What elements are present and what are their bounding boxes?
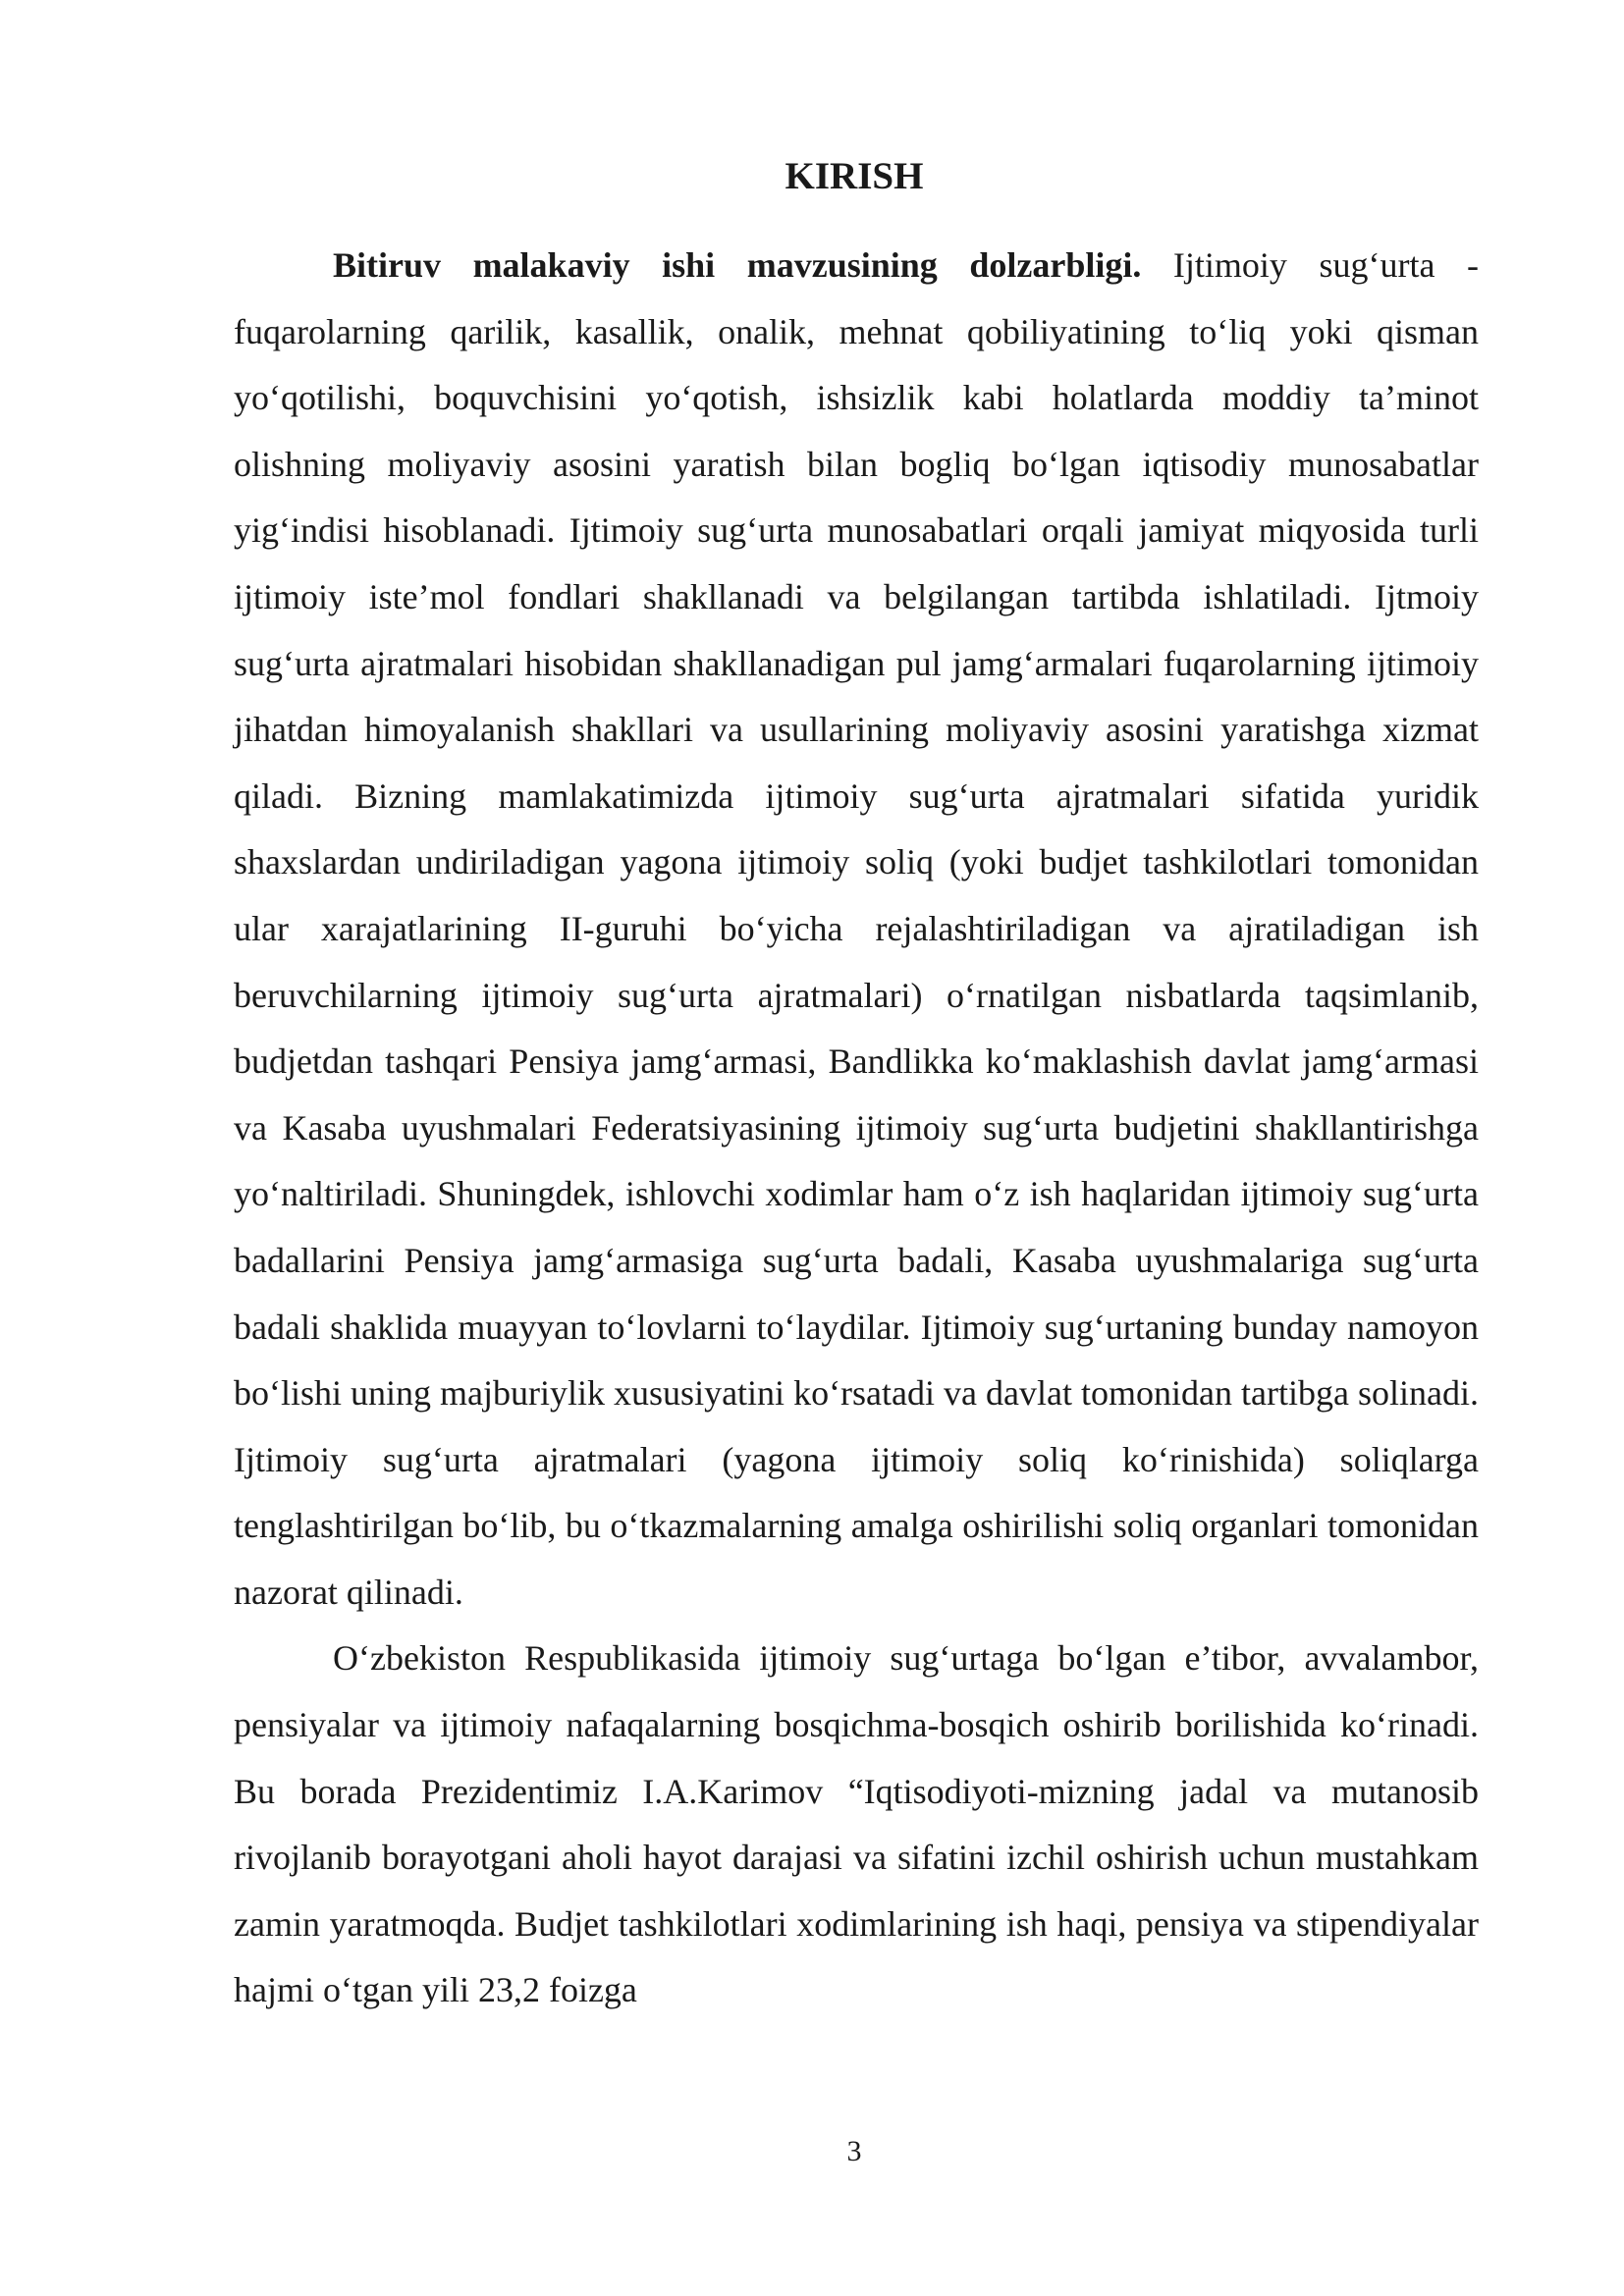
body-text (234, 233, 1479, 2024)
paragraph-relevance (234, 233, 1479, 1626)
section-title: KIRISH (785, 155, 924, 197)
paragraph-uzbekistan (234, 1626, 1479, 2024)
page-number: 3 (846, 2135, 862, 2167)
paragraph-body: Ijtimoiy sug‘urta - fuqarolarning qarilik, kasallik, onalik, mehnat qobiliyatining to‘liq yoki qisman yo‘qotilishi, boquvchisini yo‘qotish, ishsizlik kabi holatlarda moddiy ta’minot olishning moliyaviy asosini yaratish bilan bogliq bo‘lgan iqtisodiy munosabatlar yig‘indisi hisoblanadi. Ijtimoiy sug‘urta munosabatlari orqali jamiyat miqyosida turli ijtimoiy iste’mol fondlari shakllanadi va belgilangan tartibda ishlatiladi. Ijtmoiy sug‘urta ajratmalari hisobidan shakllanadigan pul jamg‘armalari fuqarolarning ijtimoiy jihatdan himoyalanish shakllari va usullarining moliyaviy asosini yaratishga xizmat qiladi. Bizning mamlakatimizda ijtimoiy sug‘urta ajratmalari sifatida yuridik shaxslardan undiriladigan yagona ijtimoiy soliq (yoki budjet tashkilotlari tomonidan ular xarajatlarining II-guruhi bo‘yicha rejalashtiriladigan va ajratiladigan ish beruvchilarning ijtimoiy sug‘urta ajratmalari) o‘rnatilgan nisbatlarda taqsimlanib, budjetdan tashqari Pensiya jamg‘armasi, Bandlikka ko‘maklashish davlat jamg‘armasi va Kasaba uyushmalari Federatsiyasining ijtimoiy sug‘urta budjetini shakllantirishga yo‘naltiriladi. Shuningdek, ishlovchi xodimlar ham o‘z ish haqlaridan ijtimoiy sug‘urta badallarini Pensiya jamg‘armasiga sug‘urta badali, Kasaba uyushmalariga sug‘urta badali shaklida muayyan to‘lovlarni to‘laydilar. Ijtimoiy sug‘urtaning bunday namoyon bo‘lishi uning majburiylik xususiyatini ko‘rsatadi va davlat tomonidan tartibga solinadi. Ijtimoiy sug‘urta ajratmalari (yagona ijtimoiy soliq ko‘rinishida) soliqlarga tenglashtirilgan bo‘lib, bu o‘tkazmalarning amalga oshirilishi soliq organlari tomonidan nazorat qilinadi. (234, 245, 1479, 1612)
paragraph-lead-heading: Bitiruv malakaviy ishi mavzusining dolzarbligi. (333, 245, 1142, 285)
paragraph-body: O‘zbekiston Respublikasida ijtimoiy sug‘urtaga bo‘lgan e’tibor, avvalambor, pensiyalar va ijtimoiy nafaqalarning bosqichma-bosqich oshirib borilishida ko‘rinadi. Bu borada Prezidentimiz I.A.Karimov “Iqtisodiyoti-mizning jadal va mutanosib rivojlanib borayotgani aholi hayot darajasi va sifatini izchil oshirish uchun mustahkam zamin yaratmoqda. Budjet tashkilotlari xodimlarining ish haqi, pensiya va stipendiyalar hajmi o‘tgan yili 23,2 foizga (234, 1638, 1479, 2010)
